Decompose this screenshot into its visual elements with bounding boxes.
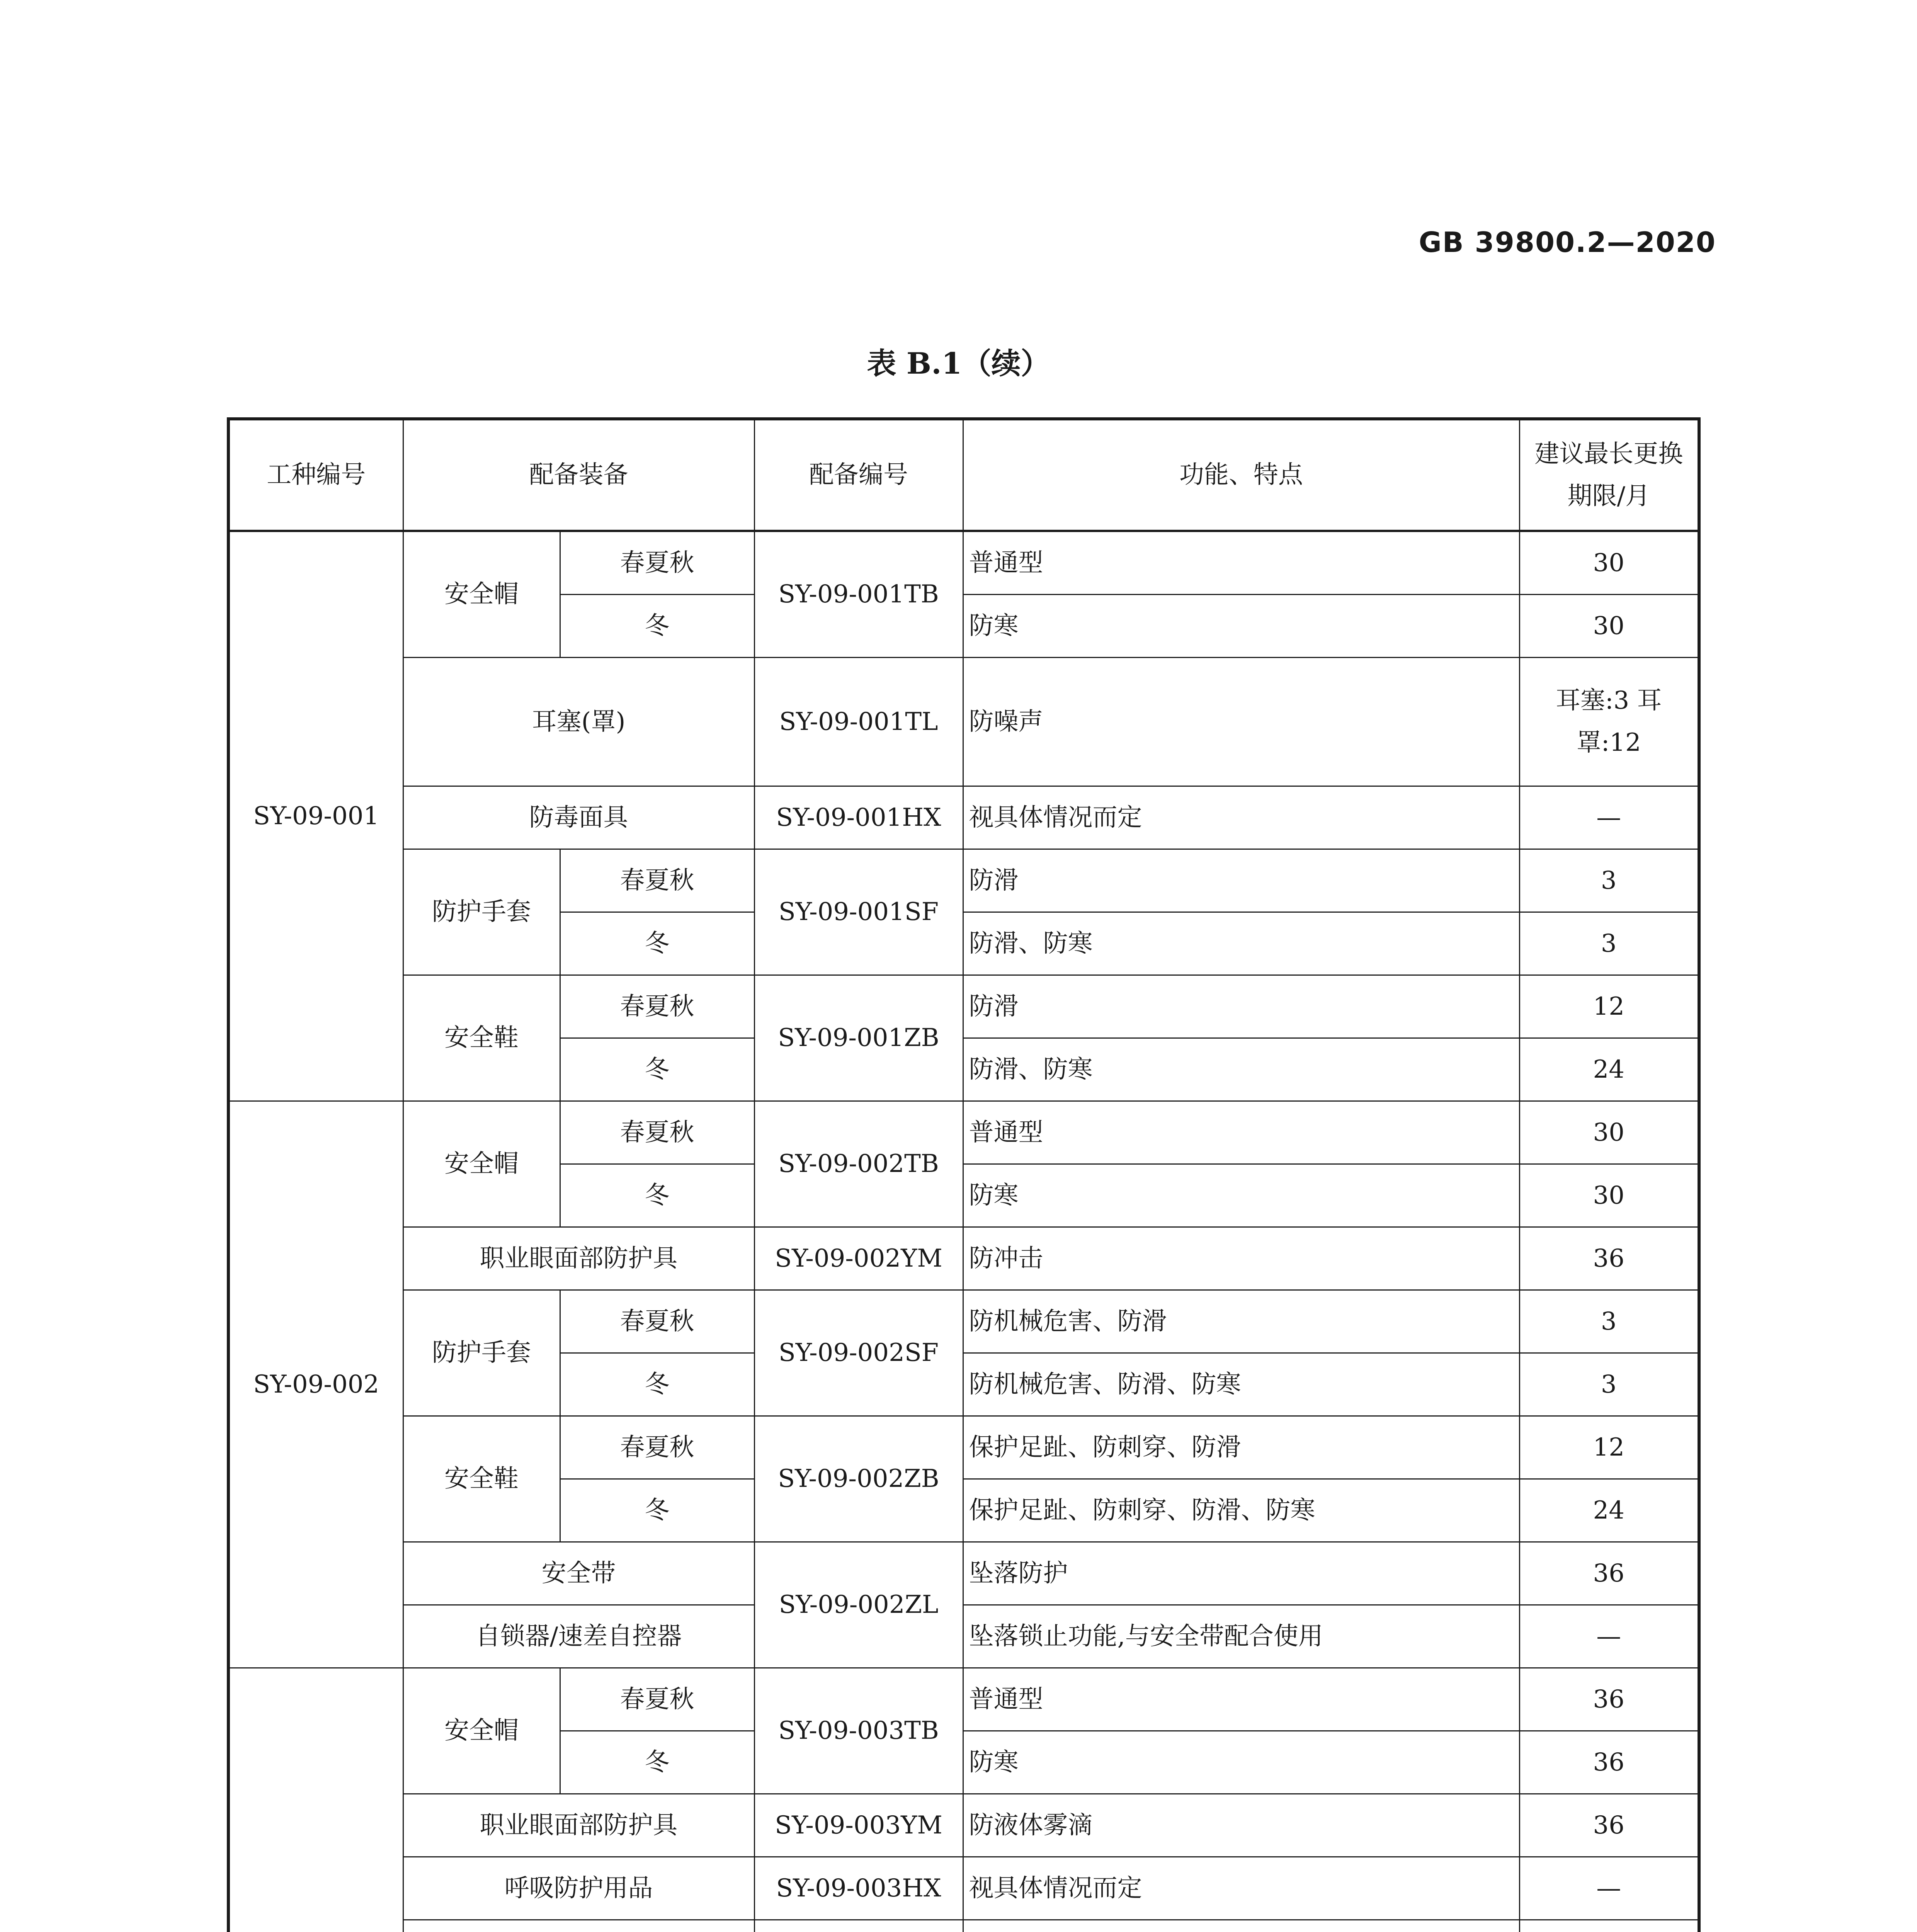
season-cell: 春夏秋 bbox=[560, 849, 754, 912]
equipment-code-cell: SY-09-001TB bbox=[754, 531, 963, 658]
period-cell: 3 bbox=[1519, 1290, 1699, 1353]
function-cell: 防噪声 bbox=[963, 658, 1519, 786]
function-cell: 防冲击 bbox=[963, 1227, 1519, 1290]
function-cell: 普通型 bbox=[963, 531, 1519, 595]
period-cell: 36 bbox=[1519, 1668, 1699, 1731]
season-cell: 春夏秋 bbox=[560, 1101, 754, 1164]
function-cell: 防寒 bbox=[963, 595, 1519, 658]
period-cell: 36 bbox=[1519, 1542, 1699, 1605]
period-cell: 3 bbox=[1519, 912, 1699, 975]
period-cell: 30 bbox=[1519, 531, 1699, 595]
period-cell: 24 bbox=[1519, 1479, 1699, 1542]
standard-code: GB 39800.2—2020 bbox=[1419, 226, 1716, 259]
equipment-code-cell: SY-09-001ZB bbox=[754, 975, 963, 1101]
period-cell: 12 bbox=[1519, 975, 1699, 1038]
equipment-cell: 安全帽 bbox=[403, 1668, 560, 1794]
function-cell: 普通型 bbox=[963, 1101, 1519, 1164]
equipment-code-cell: SY-09-002SF bbox=[754, 1290, 963, 1416]
table-row bbox=[228, 1416, 1699, 1479]
table-row bbox=[228, 1668, 1699, 1731]
table-row bbox=[228, 786, 1699, 849]
function-cell: 视具体情况而定 bbox=[963, 786, 1519, 849]
function-cell: 防液体雾滴 bbox=[963, 1794, 1519, 1857]
period-cell bbox=[1519, 1920, 1699, 1932]
season-cell: 冬 bbox=[560, 1164, 754, 1227]
equipment-cell: 职业眼面部防护具 bbox=[403, 1227, 754, 1290]
period-cell: 36 bbox=[1519, 1794, 1699, 1857]
period-cell: 36 bbox=[1519, 1731, 1699, 1794]
equipment-code-cell: SY-09-002YM bbox=[754, 1227, 963, 1290]
table-title: 表 B.1（续） bbox=[867, 346, 1050, 381]
job-code-cell: SY-09-001 bbox=[228, 531, 403, 1101]
function-cell: 防机械危害、防滑 bbox=[963, 1290, 1519, 1353]
equipment-code-cell: SY-09-002ZL bbox=[754, 1542, 963, 1668]
period-cell: 30 bbox=[1519, 1164, 1699, 1227]
period-cell: — bbox=[1519, 1605, 1699, 1668]
period-cell: 3 bbox=[1519, 849, 1699, 912]
table-row bbox=[228, 1227, 1699, 1290]
season-cell: 冬 bbox=[560, 1479, 754, 1542]
table-row bbox=[228, 1794, 1699, 1857]
season-cell: 冬 bbox=[560, 912, 754, 975]
period-cell: — bbox=[1519, 1857, 1699, 1920]
period-cell: 耳塞:3 耳罩:12 bbox=[1519, 658, 1699, 786]
function-cell: 坠落锁止功能,与安全带配合使用 bbox=[963, 1605, 1519, 1668]
col-header: 工种编号 bbox=[228, 419, 403, 531]
season-cell: 春夏秋 bbox=[560, 1290, 754, 1353]
function-cell: 视具体情况而定 bbox=[963, 1857, 1519, 1920]
table-row bbox=[228, 531, 1699, 595]
equipment-cell: 呼吸防护用品 bbox=[403, 1857, 754, 1920]
function-cell: 防寒 bbox=[963, 1164, 1519, 1227]
function-cell: 防寒 bbox=[963, 1731, 1519, 1794]
period-cell: 30 bbox=[1519, 1101, 1699, 1164]
equipment-cell: 耳塞(罩) bbox=[403, 658, 754, 786]
season-cell: 春夏秋 bbox=[560, 1416, 754, 1479]
function-cell: 防滑 bbox=[963, 975, 1519, 1038]
equipment-code-cell: SY-09-003TB bbox=[754, 1668, 963, 1794]
equipment-code-cell bbox=[754, 1920, 963, 1932]
col-header: 配备装备 bbox=[403, 419, 754, 531]
equipment-cell: 防护手套 bbox=[403, 1290, 560, 1416]
function-cell: 保护足趾、防刺穿、防滑 bbox=[963, 1416, 1519, 1479]
period-cell: 36 bbox=[1519, 1227, 1699, 1290]
equipment-cell bbox=[403, 1920, 754, 1932]
equipment-cell: 安全带 bbox=[403, 1542, 754, 1605]
job-code-cell bbox=[228, 1668, 403, 1932]
season-cell: 春夏秋 bbox=[560, 531, 754, 595]
job-code-cell: SY-09-002 bbox=[228, 1101, 403, 1668]
equipment-code-cell: SY-09-001HX bbox=[754, 786, 963, 849]
function-cell: 坠落防护 bbox=[963, 1542, 1519, 1605]
season-cell: 春夏秋 bbox=[560, 975, 754, 1038]
equipment-code-cell: SY-09-001SF bbox=[754, 849, 963, 975]
period-cell: 30 bbox=[1519, 595, 1699, 658]
table-header-row bbox=[228, 419, 1699, 531]
season-cell: 冬 bbox=[560, 595, 754, 658]
equipment-code-cell: SY-09-002ZB bbox=[754, 1416, 963, 1542]
period-cell: — bbox=[1519, 786, 1699, 849]
period-cell: 3 bbox=[1519, 1353, 1699, 1416]
season-cell: 冬 bbox=[560, 1731, 754, 1794]
col-header: 建议最长更换期限/月 bbox=[1519, 419, 1699, 531]
table-row bbox=[228, 1290, 1699, 1353]
equipment-cell: 自锁器/速差自控器 bbox=[403, 1605, 754, 1668]
function-cell: 防滑 bbox=[963, 849, 1519, 912]
equipment-cell: 安全帽 bbox=[403, 1101, 560, 1227]
equipment-cell: 职业眼面部防护具 bbox=[403, 1794, 754, 1857]
table-row bbox=[228, 1101, 1699, 1164]
function-cell: 保护足趾、防刺穿、防滑、防寒 bbox=[963, 1479, 1519, 1542]
season-cell: 冬 bbox=[560, 1353, 754, 1416]
table-row bbox=[228, 1542, 1699, 1605]
equipment-cell: 防护手套 bbox=[403, 849, 560, 975]
equipment-code-cell: SY-09-003HX bbox=[754, 1857, 963, 1920]
equipment-cell: 安全鞋 bbox=[403, 975, 560, 1101]
period-cell: 12 bbox=[1519, 1416, 1699, 1479]
equipment-cell: 防毒面具 bbox=[403, 786, 754, 849]
col-header: 配备编号 bbox=[754, 419, 963, 531]
equipment-table bbox=[227, 417, 1701, 1932]
season-cell: 冬 bbox=[560, 1038, 754, 1101]
function-cell bbox=[963, 1920, 1519, 1932]
table-row bbox=[228, 1605, 1699, 1668]
table-row bbox=[228, 658, 1699, 786]
equipment-code-cell: SY-09-002TB bbox=[754, 1101, 963, 1227]
table-row bbox=[228, 1857, 1699, 1920]
table-row bbox=[228, 1920, 1699, 1932]
equipment-cell: 安全帽 bbox=[403, 531, 560, 658]
equipment-code-cell: SY-09-001TL bbox=[754, 658, 963, 786]
function-cell: 普通型 bbox=[963, 1668, 1519, 1731]
col-header: 功能、特点 bbox=[963, 419, 1519, 531]
table-row bbox=[228, 975, 1699, 1038]
function-cell: 防滑、防寒 bbox=[963, 912, 1519, 975]
table-row bbox=[228, 849, 1699, 912]
period-cell: 24 bbox=[1519, 1038, 1699, 1101]
function-cell: 防机械危害、防滑、防寒 bbox=[963, 1353, 1519, 1416]
equipment-code-cell: SY-09-003YM bbox=[754, 1794, 963, 1857]
equipment-cell: 安全鞋 bbox=[403, 1416, 560, 1542]
function-cell: 防滑、防寒 bbox=[963, 1038, 1519, 1101]
season-cell: 春夏秋 bbox=[560, 1668, 754, 1731]
